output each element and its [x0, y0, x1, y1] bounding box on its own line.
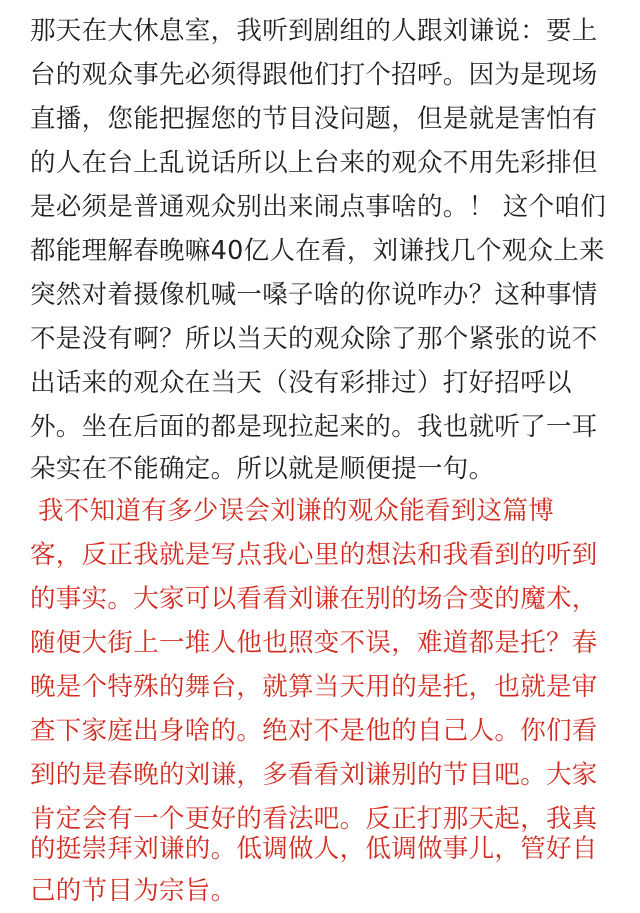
paragraph-1-line-3: 直播，您能把握您的节目没问题，但是就是害怕有	[30, 104, 598, 134]
paragraph-1-line-11: 朵实在不能确定。所以就是顺便提一句。	[30, 454, 495, 484]
paragraph-1-line-1: 那天在大休息室，我听到剧组的人跟刘谦说：要上	[30, 16, 598, 46]
paragraph-2-line-3: 的事实。大家可以看看刘谦在别的场合变的魔术，	[30, 584, 598, 614]
paragraph-1-line-5: 是必须是普通观众别出来闹点事啥的。！ 这个咱们	[30, 192, 607, 222]
paragraph-1-line-2: 台的观众事先必须得跟他们打个招呼。因为是现场	[30, 60, 598, 90]
paragraph-2-line-9: 的挺崇拜刘谦的。低调做人，低调做事儿，管好自	[30, 834, 598, 864]
paragraph-2-line-4: 随便大街上一堆人他也照变不误，难道都是托？春	[30, 628, 598, 658]
paragraph-2-line-5: 晚是个特殊的舞台，就算当天用的是托，也就是审	[30, 672, 598, 702]
paragraph-2-line-6: 查下家庭出身啥的。绝对不是他的自己人。你们看	[30, 716, 598, 746]
paragraph-1-line-8: 不是没有啊？所以当天的观众除了那个紧张的说不	[30, 324, 598, 354]
paragraph-1-line-6: 都能理解春晚嘛40亿人在看，刘谦找几个观众上来	[30, 236, 605, 266]
paragraph-2-line-8: 肯定会有一个更好的看法吧。反正打那天起，我真	[30, 804, 598, 834]
paragraph-1-line-9: 出话来的观众在当天（没有彩排过）打好招呼以	[30, 368, 572, 398]
paragraph-2-line-10: 己的节目为宗旨。	[30, 876, 237, 906]
paragraph-1-line-10: 外。坐在后面的都是现拉起来的。我也就听了一耳	[30, 412, 598, 442]
paragraph-1-line-4: 的人在台上乱说话所以上台来的观众不用先彩排但	[30, 148, 598, 178]
paragraph-2-line-1: 我不知道有多少误会刘谦的观众能看到这篇博	[38, 496, 555, 526]
paragraph-2-line-2: 客，反正我就是写点我心里的想法和我看到的听到	[30, 540, 598, 570]
paragraph-2-line-7: 到的是春晚的刘谦，多看看刘谦别的节目吧。大家	[30, 760, 598, 790]
paragraph-1-line-7: 突然对着摄像机喊一嗓子啥的你说咋办？这种事情	[30, 280, 598, 310]
